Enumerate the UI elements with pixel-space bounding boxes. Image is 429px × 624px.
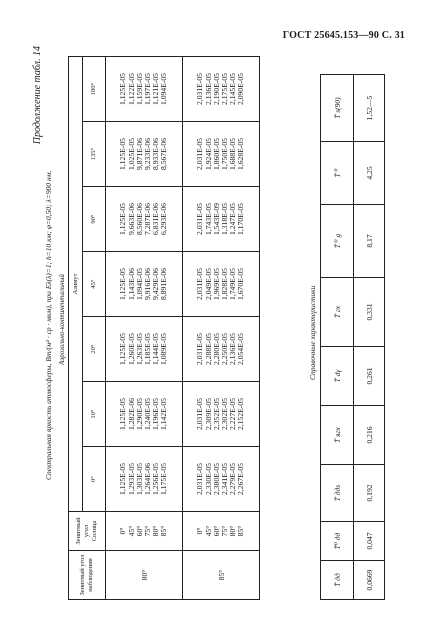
header-az-20: 20° [83,317,106,382]
ref-header: T̄ ягх [321,406,354,465]
header-az-135: 135° [83,122,106,187]
ref-header: T̄ ⁰ [321,142,354,205]
ref-value: 0,0669 [354,561,385,600]
table-subtitle: Аэрозольно-континентальный [58,274,66,365]
table-caption: Продолжение табл. 14 [32,46,43,145]
value-cell: 2,031E-05 2,309E-05 2,352E-05 2,302E-05 2,227E-05 2,152E-05 [183,382,260,447]
header-azimuth: Азимут [69,57,83,512]
sun-angles: 0° 45° 60° 75° 80° 85° [183,512,260,551]
value-cell: 1,125E-05 1,260E-05 1,263E-05 1,185E-05 1,144E-05 1,089E-05 [106,317,183,382]
ref-header: T̄ гх [321,278,354,347]
brightness-table [68,56,260,600]
sun-angles: 0° 45° 60° 75° 80° 85° [106,512,183,551]
value-cell: 1,125E-05 1,122E-05 1,159E-05 1,197E-05 1,121E-05 1,094E-05 [106,57,183,122]
value-cell: 2,031E-05 2,288E-05 2,280E-05 2,250E-05 2,136E-05 2,054E-05 [183,317,260,382]
rotated-page [30,40,425,600]
value-cell: 1,125E-05 1,293E-05 1,303E-05 1,264E-06 1,256E-05 1,175E-05 [106,447,183,512]
header-az-10: 10° [83,382,106,447]
ref-value: 4,25 [354,142,385,205]
ref-value: 0,047 [354,522,385,561]
value-cell: 2,031E-05 2,330E-05 2,380E-05 2,341E-05 2,279E-05 2,267E-05 [183,447,260,512]
value-cell: 1,125E-05 9,663E-06 8,560E-06 7,287E-06 6,831E-06 6,293E-06 [106,187,183,252]
header-az-45: 45° [83,252,106,317]
ref-value: 0,261 [354,347,385,406]
ref-value: 1,52—5 [354,75,385,142]
obs-angle: 80° [106,551,183,600]
value-cell: 1,125E-05 1,282E-06 1,290E-05 1,240E-05 1,196E-05 1,142E-05 [106,382,183,447]
table-row [106,57,183,600]
value-cell: 2,031E-05 1,924E-05 1,860E-05 1,750E-05 1,688E-05 1,628E-05 [183,122,260,187]
page-header: ГОСТ 25645.153—90 С. 31 [282,30,405,41]
value-cell: 1,125E-05 1,143E-06 1,094E-05 9,916E-06 9,429E-06 8,891E-06 [106,252,183,317]
header-az-0: 0° [83,447,106,512]
table-row [183,57,260,600]
value-cell: 2,031E-05 1,743E-05 1,543E-09 1,318E-05 1,247E-05 1,170E-05 [183,187,260,252]
value-cell: 2,031E-05 2,136E-05 2,190E-05 2,175E-05 2,145E-05 2,090E-05 [183,57,260,122]
reference-title: Справочные характеристики [308,285,317,380]
value-cell: 1,125E-05 1,025E-05 9,871E-06 9,233E-06 8,933E-06 8,567E-06 [106,122,183,187]
ref-header: T̄ дд [321,561,354,600]
ref-header: T̄⁰ дд [321,522,354,561]
value-cell: 2,031E-05 2,049E-05 1,969E-05 1,828E-05 1,749E-05 1,670E-05 [183,252,260,317]
header-zenith-sun: Зенитный угол Солнца [69,512,106,551]
header-az-180: 180° [83,57,106,122]
header-az-90: 90° [83,187,106,252]
ref-value: 8,17 [354,205,385,278]
ref-value: 0,192 [354,465,385,522]
ref-header: T̄ ддs [321,465,354,522]
table-title: Спектральная яркость атмосферы, Вт/(м² · ср · мкм), при Eλ(λ)=1; h=10 км; φ=0,50; λ=900 нм. [44,170,53,480]
ref-value: 0,216 [354,406,385,465]
reference-table [320,74,385,600]
ref-header: T̄ ⁰ g [321,205,354,278]
ref-header: T̄ s(90) [321,75,354,142]
ref-header: T̄ dγ [321,347,354,406]
ref-value: 0,331 [354,278,385,347]
obs-angle: 85° [183,551,260,600]
header-zenith-obs: Зенитный угол наблюдения [69,551,106,600]
